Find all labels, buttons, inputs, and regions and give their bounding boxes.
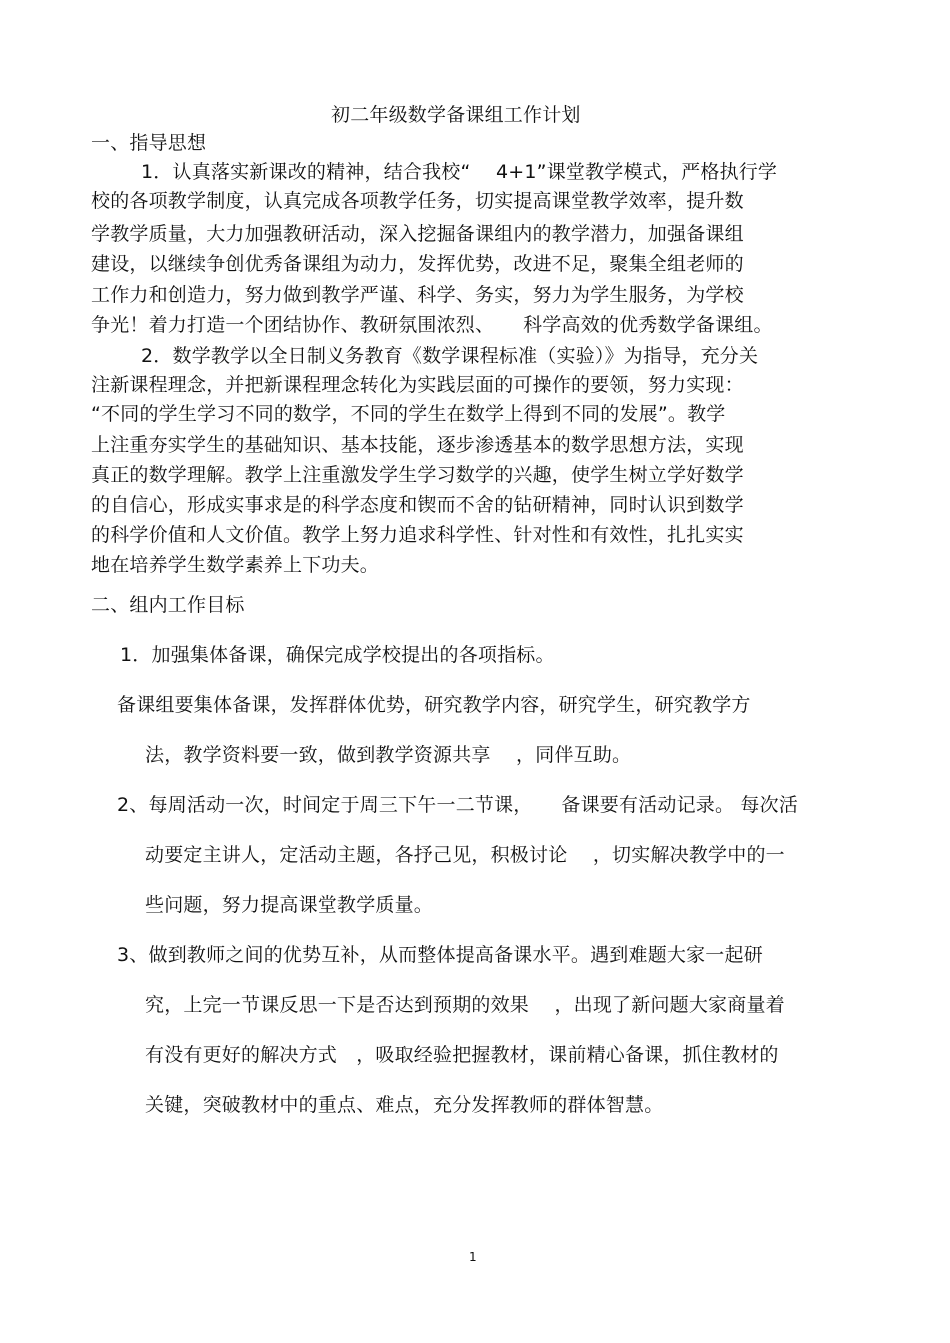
paragraph-line: 动要定主讲人，定活动主题，各抒己见，积极讨论 ，切实解决教学中的一	[145, 844, 785, 866]
paragraph-line: 关键，突破教材中的重点、难点，充分发挥教师的群体智慧。	[145, 1094, 664, 1116]
paragraph-line: 工作力和创造力，努力做到教学严谨、科学、务实，努力为学生服务，为学校	[91, 284, 744, 306]
paragraph-line: 些问题，努力提高课堂教学质量。	[145, 894, 434, 916]
paragraph-line: 建设，以继续争创优秀备课组为动力，发挥优势，改进不足，聚集全组老师的	[91, 253, 744, 275]
goal-item-2: 2、每周活动一次，时间定于周三下午一二节课， 备课要有活动记录。 每次活	[117, 794, 799, 816]
paragraph-line: 究，上完一节课反思一下是否达到预期的效果 ，出现了新问题大家商量着	[145, 994, 785, 1016]
paragraph-line: 2．数学教学以全日制义务教育《数学课程标准（实验）》为指导，充分关	[141, 345, 759, 367]
paragraph-line: 注新课程理念，并把新课程理念转化为实践层面的可操作的要领，努力实现：	[91, 374, 744, 396]
section-heading-work-goals: 二、组内工作目标	[91, 594, 245, 616]
goal-item-3: 3、做到教师之间的优势互补，从而整体提高备课水平。遇到难题大家一起研	[117, 944, 763, 966]
paragraph-line: 地在培养学生数学素养上下功夫。	[91, 554, 380, 576]
goal-item-1: 1．加强集体备课，确保完成学校提出的各项指标。	[120, 644, 555, 666]
paragraph-line: 法，教学资料要一致，做到教学资源共享 ，同伴互助。	[145, 744, 632, 766]
paragraph-line: 有没有更好的解决方式 ，吸取经验把握教材，课前精心备课，抓住教材的	[145, 1044, 779, 1066]
paragraph-line: 的科学价值和人文价值。教学上努力追求科学性、针对性和有效性，扎扎实实	[91, 524, 744, 546]
paragraph-line: 真正的数学理解。教学上注重激发学生学习数学的兴趣，使学生树立学好数学	[91, 464, 744, 486]
paragraph-line: 上注重夯实学生的基础知识、基本技能，逐步渗透基本的数学思想方法，实现	[91, 434, 744, 456]
section-heading-guiding-ideas: 一、指导思想	[91, 132, 207, 154]
paragraph-line: 的自信心，形成实事求是的科学态度和锲而不舍的钻研精神，同时认识到数学	[91, 494, 744, 516]
paragraph-line: 争光！着力打造一个团结协作、教研氛围浓烈、 科学高效的优秀数学备课组。	[91, 314, 773, 336]
page-number: 1	[469, 1250, 477, 1264]
document-title: 初二年级数学备课组工作计划	[331, 104, 581, 126]
paragraph-line: 校的各项教学制度，认真完成各项教学任务，切实提高课堂教学效率，提升数	[91, 190, 744, 212]
paragraph-line: “不同的学生学习不同的数学，不同的学生在数学上得到不同的发展”。教学	[91, 403, 726, 425]
paragraph-line: 备课组要集体备课，发挥群体优势，研究教学内容，研究学生，研究教学方	[117, 694, 751, 716]
paragraph-line: 学教学质量，大力加强教研活动，深入挖掘备课组内的教学潜力，加强备课组	[91, 223, 744, 245]
paragraph-line: 1．认真落实新课改的精神，结合我校“ 4+1”课堂教学模式，严格执行学	[141, 161, 778, 183]
